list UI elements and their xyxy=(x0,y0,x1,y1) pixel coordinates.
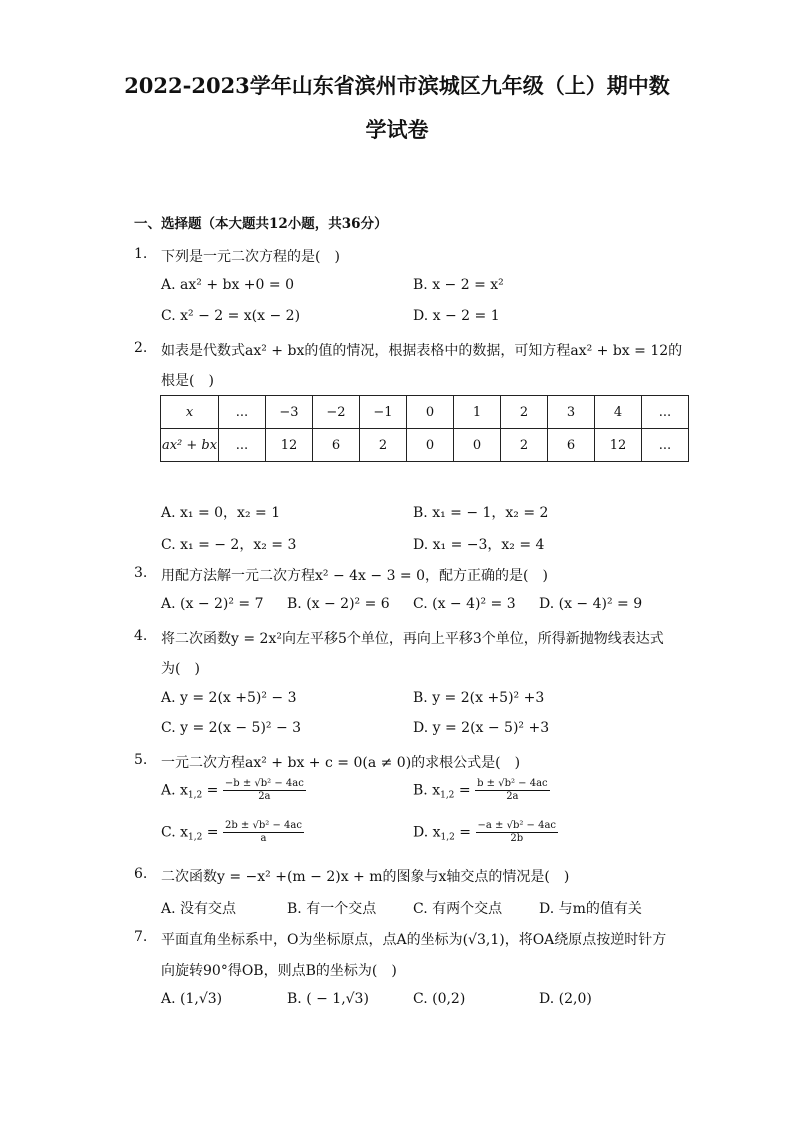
section-heading: 一、选择题（本大题共12小题，共36分） xyxy=(134,216,388,232)
subscript: 1,2 xyxy=(188,832,203,843)
q7-option-c: C. (0,2) xyxy=(413,991,466,1007)
fraction-denominator: 2b xyxy=(510,833,524,844)
table-cell: 1 xyxy=(454,396,501,429)
table-cell: −2 xyxy=(313,396,360,429)
formula-fraction xyxy=(475,778,550,803)
q2-option-c: C. x₁ = − 2，x₂ = 3 xyxy=(161,537,297,553)
option-label: A. x xyxy=(161,782,188,799)
fraction-numerator: −b ± √b² − 4ac xyxy=(224,778,304,789)
q6-number: 6. xyxy=(134,866,148,882)
fraction-numerator: b ± √b² − 4ac xyxy=(477,778,548,789)
table-header-expression: ax² + bx xyxy=(161,429,219,462)
q2-option-a: A. x₁ = 0，x₂ = 1 xyxy=(161,505,281,521)
table-header-x: x xyxy=(161,396,219,429)
q1-option-d: D. x − 2 = 1 xyxy=(413,308,500,324)
subscript: 1,2 xyxy=(187,790,203,801)
q3-option-c: C. (x − 4)² = 3 xyxy=(413,596,516,612)
q3-option-d: D. (x − 4)² = 9 xyxy=(539,596,643,612)
formula-fraction xyxy=(223,778,306,803)
fraction-denominator: 2a xyxy=(258,791,271,802)
fraction-numerator: 2b ± √b² − 4ac xyxy=(224,820,302,831)
exam-title-line2: 学试卷 xyxy=(365,117,429,142)
table-cell: 6 xyxy=(313,429,360,462)
fraction-denominator: 2a xyxy=(506,791,519,802)
equals-sign: = xyxy=(454,782,476,799)
option-label: C. x xyxy=(161,824,189,841)
table-cell: 2 xyxy=(501,396,548,429)
q2-option-b: B. x₁ = − 1，x₂ = 2 xyxy=(413,505,549,521)
q5-number: 5. xyxy=(134,752,148,768)
q4-number: 4. xyxy=(134,628,148,644)
table-cell: 6 xyxy=(548,429,595,462)
q5-option-b xyxy=(413,778,550,803)
q6-option-c: C. 有两个交点 xyxy=(413,901,503,917)
q4-stem-line1: 将二次函数y = 2x²向左平移5个单位，再向上平移3个单位，所得新抛物线表达式 xyxy=(161,631,664,647)
table-cell: 2 xyxy=(501,429,548,462)
q4-stem-line2: 为( ) xyxy=(161,661,200,677)
q1-option-a: A. ax² + bx +0 = 0 xyxy=(161,277,294,293)
table-cell: 3 xyxy=(548,396,595,429)
subscript: 1,2 xyxy=(440,790,455,801)
option-label: D. x xyxy=(413,824,441,841)
q3-stem: 用配方法解一元二次方程x² − 4x − 3 = 0，配方正确的是( ) xyxy=(161,568,548,584)
table-row xyxy=(161,429,689,462)
q7-option-b: B. ( − 1,√3) xyxy=(287,991,369,1007)
q3-number: 3. xyxy=(134,565,148,581)
q1-option-b: B. x − 2 = x² xyxy=(413,277,504,293)
q1-number: 1. xyxy=(134,246,148,262)
q5-option-a xyxy=(161,778,306,803)
fraction-numerator: −a ± √b² − 4ac xyxy=(477,820,557,831)
table-cell: −1 xyxy=(360,396,407,429)
q2-number: 2. xyxy=(134,340,148,356)
q5-option-d xyxy=(413,820,558,845)
q2-option-d: D. x₁ = −3，x₂ = 4 xyxy=(413,537,545,553)
table-cell: ... xyxy=(642,429,689,462)
table-row xyxy=(161,396,689,429)
q7-number: 7. xyxy=(134,929,148,945)
q6-stem: 二次函数y = −x² +(m − 2)x + m的图象与x轴交点的情况是( ) xyxy=(161,869,570,885)
q4-option-d: D. y = 2(x − 5)² +3 xyxy=(413,720,550,736)
equals-sign: = xyxy=(454,824,476,841)
q7-option-d: D. (2,0) xyxy=(539,991,592,1007)
q7-stem-line2: 向旋转90°得OB，则点B的坐标为( ) xyxy=(161,963,397,979)
q7-option-a: A. (1,√3) xyxy=(161,991,223,1007)
table-cell: 4 xyxy=(595,396,642,429)
subscript: 1,2 xyxy=(440,832,455,843)
q1-option-c: C. x² − 2 = x(x − 2) xyxy=(161,308,301,324)
q4-option-b: B. y = 2(x +5)² +3 xyxy=(413,690,545,706)
q4-option-a: A. y = 2(x +5)² − 3 xyxy=(161,690,297,706)
q3-option-a: A. (x − 2)² = 7 xyxy=(161,596,264,612)
q1-stem: 下列是一元二次方程的是( ) xyxy=(161,249,340,265)
table-cell: 0 xyxy=(407,429,454,462)
q6-option-a: A. 没有交点 xyxy=(161,901,237,917)
table-cell: ... xyxy=(219,396,266,429)
q7-stem-line1: 平面直角坐标系中，O为坐标原点，点A的坐标为(√3,1)，将OA绕原点按逆时针方 xyxy=(161,932,667,948)
fraction-denominator: a xyxy=(260,833,267,844)
q2-stem-line1: 如表是代数式ax² + bx的值的情况，根据表格中的数据，可知方程ax² + bx = 12的 xyxy=(161,343,683,359)
table-cell: 12 xyxy=(595,429,642,462)
equals-sign: = xyxy=(202,824,223,841)
q5-stem: 一元二次方程ax² + bx + c = 0(a ≠ 0)的求根公式是( ) xyxy=(161,755,521,771)
q3-option-b: B. (x − 2)² = 6 xyxy=(287,596,390,612)
value-table xyxy=(160,395,689,462)
table-cell: 0 xyxy=(407,396,454,429)
q6-option-b: B. 有一个交点 xyxy=(287,901,377,917)
formula-fraction xyxy=(223,820,304,845)
table-cell: 2 xyxy=(360,429,407,462)
table-cell: −3 xyxy=(266,396,313,429)
option-label: B. x xyxy=(413,782,441,799)
q4-option-c: C. y = 2(x − 5)² − 3 xyxy=(161,720,302,736)
table-cell: ... xyxy=(642,396,689,429)
table-cell: 12 xyxy=(266,429,313,462)
table-cell: ... xyxy=(219,429,266,462)
formula-fraction xyxy=(476,820,559,845)
exam-title-line1: 2022-2023学年山东省滨州市滨城区九年级（上）期中数 xyxy=(124,73,670,98)
q6-option-d: D. 与m的值有关 xyxy=(539,901,642,917)
table-cell: 0 xyxy=(454,429,501,462)
q2-stem-line2: 根是( ) xyxy=(161,373,214,389)
q5-option-c xyxy=(161,820,304,845)
equals-sign: = xyxy=(202,782,223,799)
